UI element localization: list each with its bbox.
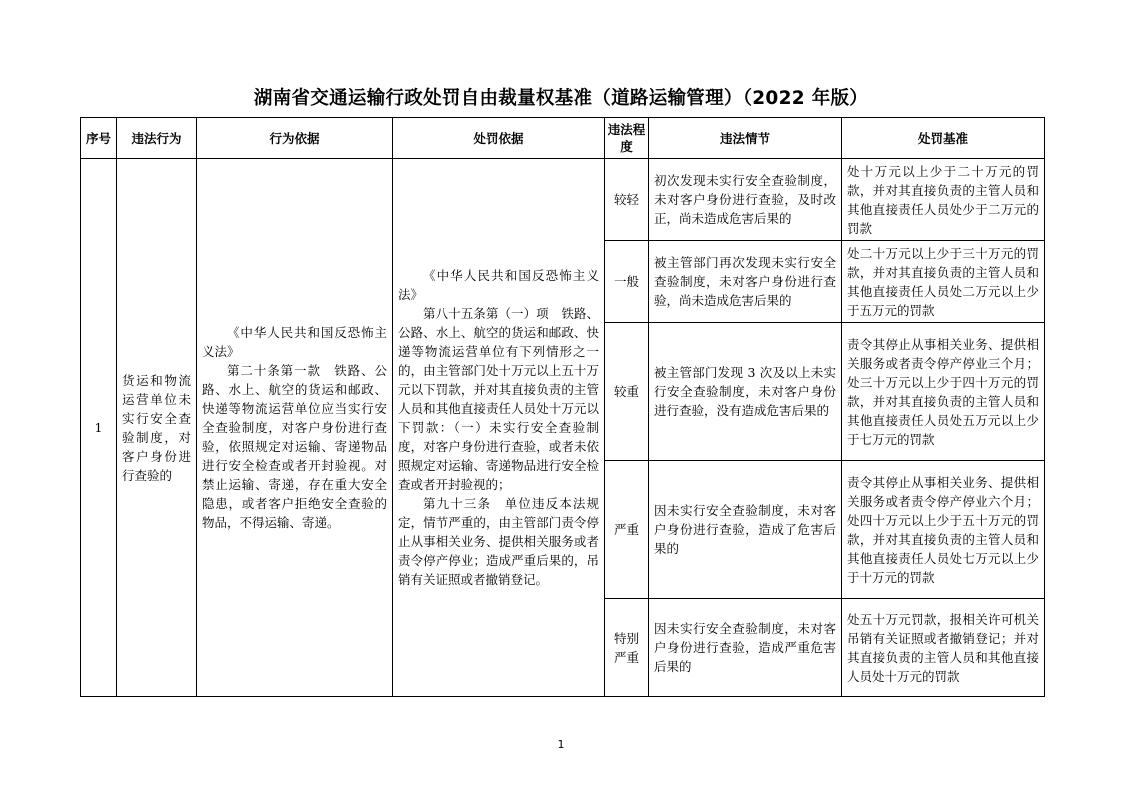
page-title: 湖南省交通运输行政处罚自由裁量权基准（道路运输管理）（2022 年版） [253, 88, 869, 109]
circumstance-cell: 被主管部门再次发现未实行安全查验制度，未对客户身份进行查验，尚未造成危害后果的 [649, 241, 842, 323]
penalty-standard-table [80, 117, 1045, 697]
degree-cell: 较重 [605, 323, 649, 461]
degree-cell: 特别严重 [605, 599, 649, 697]
standard-cell: 责令其停止从事相关业务、提供相关服务或者责令停产停业三个月；处三十万元以上少于四十万元的罚款，并对其直接负责的主管人员和其他直接责任人员处五万元以上少于七万元的罚款 [842, 323, 1045, 461]
circumstance-cell: 被主管部门发现 3 次及以上未实行安全查验制度，未对客户身份进行查验，没有造成危害后果的 [649, 323, 842, 461]
act-basis-law: 《中华人民共和国反恐怖主义法》 [202, 325, 387, 359]
degree-cell: 严重 [605, 461, 649, 599]
penalty-basis-law: 《中华人民共和国反恐怖主义法》 [398, 268, 599, 302]
header-violation-act: 违法行为 [117, 118, 197, 159]
table-header-row [81, 118, 1045, 159]
header-penalty-basis: 处罚依据 [393, 118, 605, 159]
penalty-basis-cell [393, 159, 605, 697]
circumstance-cell: 因未实行安全查验制度，未对客户身份进行查验，造成了危害后果的 [649, 461, 842, 599]
circumstance-cell: 因未实行安全查验制度，未对客户身份进行查验，造成严重危害后果的 [649, 599, 842, 697]
violation-act-cell: 货运和物流运营单位未实行安全查验制度，对客户身份进行查验的 [117, 159, 197, 697]
table-row [81, 159, 1045, 241]
header-penalty-standard: 处罚基准 [842, 118, 1045, 159]
standard-cell: 责令其停止从事相关业务、提供相关服务或者责令停产停业六个月；处四十万元以上少于五十万元的罚款，并对其直接负责的主管人员和其他直接责任人员处七万元以上少于十万元的罚款 [842, 461, 1045, 599]
degree-cell: 一般 [605, 241, 649, 323]
header-seq: 序号 [81, 118, 117, 159]
penalty-basis-article-85: 第八十五条第（一）项 铁路、公路、水上、航空的货运和邮政、快递等物流运营单位有下列情形之一的，由主管部门处十万元以上五十万元以下罚款，并对其直接负责的主管人员和其他直接责任人员处十万元以下罚款：（一）未实行安全查验制度，对客户身份进行查验，或者未依照规定对运输、寄递物品进行安全检查或者开封验视的； [398, 306, 599, 492]
circumstance-cell: 初次发现未实行安全查验制度，未对客户身份进行查验，及时改正，尚未造成危害后果的 [649, 159, 842, 241]
header-violation-degree: 违法程度 [605, 118, 649, 159]
standard-cell: 处十万元以上少于二十万元的罚款，并对其直接负责的主管人员和其他直接责任人员处少于二万元的罚款 [842, 159, 1045, 241]
act-basis-cell [197, 159, 393, 697]
penalty-basis-article-93: 第九十三条 单位违反本法规定，情节严重的，由主管部门责令停止从事相关业务、提供相关服务或者责令停产停业；造成严重后果的，吊销有关证照或者撤销登记。 [398, 496, 599, 587]
degree-cell: 较轻 [605, 159, 649, 241]
page-number: 1 [557, 738, 565, 751]
standard-cell: 处五十万元罚款，报相关许可机关吊销有关证照或者撤销登记；并对其直接负责的主管人员和其他直接人员处十万元的罚款 [842, 599, 1045, 697]
header-act-basis: 行为依据 [197, 118, 393, 159]
standard-cell: 处二十万元以上少于三十万元的罚款，并对其直接负责的主管人员和其他直接责任人员处二万元以上少于五万元的罚款 [842, 241, 1045, 323]
row-seq: 1 [81, 159, 117, 697]
header-violation-circumstance: 违法情节 [649, 118, 842, 159]
act-basis-text: 第二十条第一款 铁路、公路、水上、航空的货运和邮政、快递等物流运营单位应当实行安全查验制度，对客户身份进行查验，依照规定对运输、寄递物品进行安全检查或者开封验视。对禁止运输、寄递，存在重大安全隐患，或者客户拒绝安全查验的物品，不得运输、寄递。 [202, 363, 387, 530]
